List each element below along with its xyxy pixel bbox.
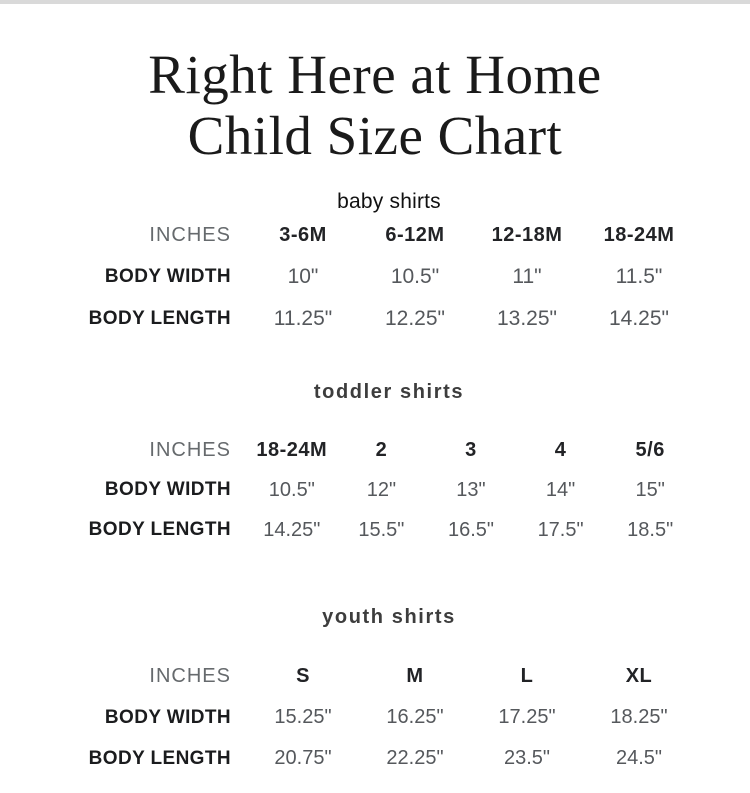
measurement-value: 22.25": [386, 747, 444, 769]
page-title: [0, 44, 750, 166]
baby-shirts-table: [55, 214, 695, 340]
table-row: [55, 738, 695, 779]
size-column-header: 18-24M: [603, 223, 675, 246]
row-label: BODY LENGTH: [88, 747, 231, 769]
page-title-line-2: Child Size Chart: [187, 105, 563, 166]
size-column-header: 6-12M: [385, 223, 445, 246]
section-title-toddler-shirts: toddler shirts: [313, 381, 465, 403]
size-column-header: XL: [625, 665, 653, 687]
measurement-value: 10": [287, 265, 319, 288]
toddler-shirts-table: [55, 430, 695, 550]
table-row: [55, 510, 695, 550]
table-row: [55, 298, 695, 340]
top-border-bar: [0, 0, 750, 4]
measurement-value: 12.25": [384, 307, 445, 330]
size-column-header: 3: [465, 438, 477, 461]
youth-shirts-table: [55, 656, 695, 779]
measurement-value: 18.5": [627, 518, 674, 541]
table-header-row: [55, 430, 695, 470]
size-column-header: M: [406, 665, 424, 687]
size-column-header: 5/6: [635, 438, 665, 461]
section-title-baby-shirts: baby shirts: [337, 190, 441, 213]
measurement-value: 23.5": [503, 747, 551, 769]
unit-label: INCHES: [149, 665, 231, 687]
unit-label: INCHES: [149, 438, 231, 461]
size-column-header: 3-6M: [279, 223, 327, 246]
measurement-value: 17.5": [537, 518, 584, 541]
measurement-value: 13.25": [496, 307, 557, 330]
size-column-header: 2: [375, 438, 388, 461]
measurement-value: 15": [635, 478, 665, 501]
measurement-value: 11": [512, 265, 542, 288]
row-label: BODY WIDTH: [104, 479, 231, 500]
size-column-header: 12-18M: [491, 223, 563, 246]
measurement-value: 14.25": [263, 518, 321, 541]
size-column-header: 18-24M: [256, 438, 328, 461]
measurement-value: 11.25": [273, 307, 333, 330]
measurement-value: 14": [545, 478, 576, 501]
row-label: BODY WIDTH: [104, 706, 231, 728]
chart-content: [55, 190, 695, 779]
row-label: BODY LENGTH: [88, 519, 231, 540]
unit-label: INCHES: [149, 223, 231, 246]
table-row: [55, 697, 695, 738]
measurement-value: 16.5": [447, 518, 494, 541]
table-row: [55, 256, 695, 298]
measurement-value: 14.25": [608, 307, 669, 330]
table-row: [55, 470, 695, 510]
size-column-header: L: [520, 665, 534, 687]
measurement-value: 13": [456, 478, 486, 501]
measurement-value: 11.5": [615, 265, 663, 288]
measurement-value: 20.75": [274, 747, 332, 769]
row-label: BODY WIDTH: [104, 266, 231, 287]
measurement-value: 24.5": [615, 747, 663, 769]
size-column-header: 4: [554, 438, 567, 461]
measurement-value: 17.25": [498, 706, 556, 728]
measurement-value: 12": [366, 478, 397, 501]
measurement-value: 15.25": [274, 706, 332, 728]
row-label: BODY LENGTH: [88, 308, 231, 329]
section-title-youth-shirts: youth shirts: [322, 606, 456, 628]
measurement-value: 15.5": [358, 518, 405, 541]
measurement-value: 10.5": [390, 265, 440, 288]
page-title-line-1: Right Here at Home: [148, 44, 602, 105]
size-column-header: S: [296, 665, 310, 687]
measurement-value: 10.5": [268, 478, 315, 501]
table-header-row: [55, 656, 695, 697]
table-header-row: [55, 214, 695, 256]
measurement-value: 18.25": [610, 706, 668, 728]
measurement-value: 16.25": [386, 706, 444, 728]
